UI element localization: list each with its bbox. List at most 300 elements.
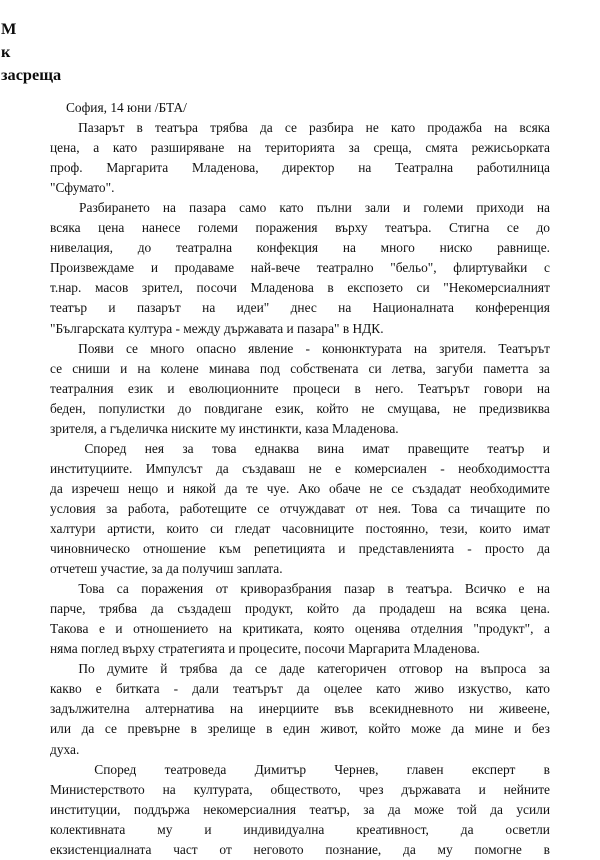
word: отчуждават <box>279 500 346 516</box>
word: един <box>283 721 310 737</box>
word: днес <box>290 300 317 316</box>
word: криворазбрания <box>240 581 332 597</box>
word: живеене, <box>498 701 550 717</box>
paragraph-1 <box>50 118 550 198</box>
word: в <box>266 721 273 737</box>
paragraph-2 <box>50 198 550 338</box>
word: индивидуална <box>243 821 325 837</box>
word: т.нар. <box>50 280 82 296</box>
word: който <box>316 400 349 416</box>
word: може <box>414 801 444 817</box>
paragraph-line <box>50 138 550 158</box>
word: явление <box>248 340 294 356</box>
word: и <box>514 721 522 737</box>
word: работещите <box>179 500 247 516</box>
word: всяка <box>50 220 81 236</box>
word: към <box>218 541 241 557</box>
word: нея. <box>378 500 402 516</box>
paragraph-3 <box>50 339 550 439</box>
word: театъра. <box>406 581 453 597</box>
word: продадеш <box>379 601 436 617</box>
word: помогне <box>474 841 522 857</box>
word: му <box>157 821 173 837</box>
word: Министерството <box>50 781 145 797</box>
word: Театърът <box>417 380 470 396</box>
word: правещите <box>407 440 469 456</box>
word: на <box>536 581 550 597</box>
word: какво <box>50 681 82 697</box>
word: познание, <box>325 841 382 857</box>
word: в <box>190 721 197 737</box>
word: за <box>538 360 550 376</box>
word: смята <box>425 140 458 156</box>
word: като <box>112 140 138 156</box>
word: популистки <box>98 400 165 416</box>
word: собствената <box>290 360 359 376</box>
word: на <box>494 120 508 136</box>
word: опасно <box>196 340 237 356</box>
paragraph-line <box>50 760 550 780</box>
word: среща, <box>373 140 412 156</box>
word: да <box>81 721 95 737</box>
word: Разбирането <box>79 200 150 216</box>
word: По <box>78 661 95 677</box>
word: и <box>542 440 550 456</box>
word: да <box>403 841 416 857</box>
paragraph-line <box>50 298 550 318</box>
word: живо <box>414 681 444 697</box>
word: на <box>238 140 252 156</box>
word: цена, <box>50 140 80 156</box>
word: държавата <box>401 781 461 797</box>
word: поражения <box>141 581 204 597</box>
word: които <box>479 520 512 536</box>
word: да <box>229 661 243 677</box>
word: нещо <box>128 480 159 496</box>
word: на <box>137 360 151 376</box>
word: нея <box>144 440 165 456</box>
word: театър, <box>309 801 350 817</box>
word: експерт <box>471 761 516 777</box>
word: от <box>215 581 228 597</box>
word: територията <box>264 140 335 156</box>
headline-line-3 <box>1 63 598 86</box>
paragraph-line <box>50 519 550 539</box>
word: не <box>365 120 379 136</box>
word: за <box>106 500 118 516</box>
word: Пазарът <box>78 120 125 136</box>
word: на <box>218 621 232 637</box>
word: и <box>108 300 116 316</box>
word: театроведа <box>164 761 227 777</box>
word: се <box>50 360 63 376</box>
word: много <box>150 340 185 356</box>
paragraph-line <box>50 619 550 639</box>
word: гледат <box>234 520 271 536</box>
word: необходимите <box>469 480 550 496</box>
word: без <box>531 721 550 737</box>
word: чиновническо <box>50 541 130 557</box>
word: трябва <box>179 661 218 677</box>
word: всяка <box>519 120 550 136</box>
word: Според <box>84 440 127 456</box>
word: "продукт", <box>473 621 534 637</box>
paragraph-line <box>50 479 550 499</box>
word: пазарът <box>136 300 181 316</box>
word: конференция <box>475 300 550 316</box>
word: като <box>390 120 416 136</box>
paragraph-line <box>50 198 550 218</box>
word: създадат <box>412 480 462 496</box>
word: от <box>219 841 232 857</box>
word: обаче <box>329 480 361 496</box>
word: до <box>177 400 192 416</box>
article-body <box>50 98 550 860</box>
word: и <box>150 260 158 276</box>
word: продажба <box>427 120 483 136</box>
word: беден, <box>50 400 86 416</box>
word: за <box>1 65 16 85</box>
paragraph-line <box>50 118 550 138</box>
word: е <box>95 681 102 697</box>
paragraph-line <box>50 158 550 178</box>
word: екзистенциалната <box>50 841 152 857</box>
word: отношение <box>143 541 206 557</box>
word: поражения <box>255 220 318 236</box>
word: вина <box>317 440 345 456</box>
word: на <box>536 380 550 396</box>
word: Националната <box>372 300 454 316</box>
word: само <box>239 200 267 216</box>
word: на <box>342 240 356 256</box>
word: и <box>166 480 175 496</box>
word: той <box>457 801 477 817</box>
word: часовниците <box>281 520 355 536</box>
paragraph-line <box>50 278 550 298</box>
paragraph-line: отчетеш участие, за да получиш заплата. <box>50 561 283 577</box>
word: и <box>115 621 123 637</box>
word: директор <box>282 160 335 176</box>
word: Импулсът <box>145 460 203 476</box>
word: продукт, <box>244 601 294 617</box>
word: идеи" <box>236 300 270 316</box>
word: да <box>296 681 310 697</box>
word: работилница <box>476 160 550 176</box>
word: да <box>451 721 465 737</box>
word: продаваме <box>174 260 235 276</box>
word: всяка <box>475 601 507 617</box>
word: в <box>327 280 334 296</box>
word: к <box>1 42 11 62</box>
word: категоричен <box>317 661 387 677</box>
word: с <box>543 260 550 276</box>
paragraph-line <box>50 780 550 800</box>
word: театрална <box>175 240 233 256</box>
word: експозето <box>347 280 403 296</box>
word: халтури <box>50 520 96 536</box>
word: в <box>387 581 394 597</box>
word: превърне <box>127 721 181 737</box>
word: повдигане <box>204 400 263 416</box>
headline-line-2 <box>1 40 598 63</box>
word: изречеш <box>71 480 120 496</box>
word: процеси <box>292 380 341 396</box>
word: върху <box>335 220 368 236</box>
word: летва, <box>391 360 426 376</box>
word: Театърът <box>498 340 550 356</box>
word: среща <box>15 65 62 85</box>
word: големи <box>198 220 238 236</box>
word: нанесе <box>141 220 181 236</box>
word: който <box>368 721 401 737</box>
word: трябва <box>99 601 138 617</box>
paragraph-line <box>50 459 550 479</box>
paragraph-line <box>50 679 550 699</box>
word: се <box>104 721 117 737</box>
word: са <box>448 500 461 516</box>
word: под <box>259 360 281 376</box>
word: театъра <box>154 120 198 136</box>
paragraph-7 <box>50 760 550 860</box>
word: Това <box>78 581 105 597</box>
paragraph-line <box>50 599 550 619</box>
word: големи <box>423 200 464 216</box>
word: критиката, <box>242 621 304 637</box>
word: въпроса <box>480 661 527 677</box>
word: инерциите <box>258 701 319 717</box>
word: условия <box>50 500 96 516</box>
word: Всичко <box>464 581 507 597</box>
word: М <box>1 18 17 38</box>
word: може <box>411 721 441 737</box>
word: език, <box>275 400 304 416</box>
word: чрез <box>358 781 384 797</box>
word: да <box>215 460 229 476</box>
paragraph-line <box>50 719 550 739</box>
word: се <box>391 480 404 496</box>
word: нейните <box>503 781 550 797</box>
word: минава <box>208 360 250 376</box>
word: поддържа <box>133 801 190 817</box>
word: паметта <box>483 360 529 376</box>
word: не <box>369 480 383 496</box>
word: на <box>536 200 550 216</box>
word: и <box>403 200 411 216</box>
word: си <box>210 520 224 536</box>
word: да <box>460 821 474 837</box>
word: даде <box>279 661 305 677</box>
word: да <box>224 480 238 496</box>
paragraph-line: "Българската култура - между държавата и пазара" в НДК. <box>50 320 384 336</box>
word: нивелация, <box>50 240 113 256</box>
word: репетицията <box>253 541 326 557</box>
word: си <box>416 280 430 296</box>
word: оценява <box>354 621 401 637</box>
word: Димитър <box>254 761 307 777</box>
word: театралния <box>50 380 114 396</box>
word: чуе. <box>266 480 290 496</box>
word: флиртувайки <box>453 260 528 276</box>
word: пълни <box>316 200 352 216</box>
paragraph-line <box>50 399 550 419</box>
word: част <box>173 841 198 857</box>
word: зали <box>364 200 391 216</box>
word: на <box>455 661 469 677</box>
word: като <box>279 200 304 216</box>
word: за <box>348 140 360 156</box>
paragraph-line <box>50 659 550 679</box>
word: във <box>334 701 354 717</box>
word: парче, <box>50 601 86 617</box>
word: на <box>162 781 176 797</box>
word: смущава, <box>387 400 441 416</box>
paragraph-line <box>50 339 550 359</box>
word: на <box>358 160 372 176</box>
word: изкуство, <box>458 681 512 697</box>
word: да <box>50 480 63 496</box>
word: цена <box>98 220 125 236</box>
word: културата, <box>193 781 253 797</box>
paragraph-line <box>50 218 550 238</box>
word: битката <box>115 681 160 697</box>
word: в <box>543 841 550 857</box>
word: осветли <box>505 821 550 837</box>
paragraph-line <box>50 439 550 459</box>
word: разширяване <box>150 140 225 156</box>
word: до <box>137 240 152 256</box>
word: колене <box>160 360 199 376</box>
word: сниши <box>72 360 110 376</box>
paragraph-line: духа. <box>50 741 80 757</box>
word: отговор <box>398 661 443 677</box>
word: равнище. <box>497 240 550 256</box>
word: театър <box>487 440 525 456</box>
word: да <box>259 120 273 136</box>
paragraph-line <box>50 840 550 860</box>
word: неговото <box>253 841 304 857</box>
paragraph-line <box>50 820 550 840</box>
word: отношението <box>133 621 209 637</box>
word: институциите. <box>50 460 133 476</box>
word: ни <box>469 701 484 717</box>
paragraph-line <box>50 379 550 399</box>
word: конюнктурата <box>322 340 402 356</box>
word: предизвиква <box>478 400 550 416</box>
word: обществото, <box>270 781 341 797</box>
word: зрелище <box>207 721 256 737</box>
word: зрител, <box>141 280 183 296</box>
word: "бельо", <box>390 260 437 276</box>
word: просто <box>484 541 525 557</box>
word: много <box>380 240 415 256</box>
word: на <box>413 340 428 356</box>
word: се <box>254 661 267 677</box>
word: не <box>361 400 375 416</box>
paragraph-line <box>50 359 550 379</box>
word: е <box>98 621 105 637</box>
word: на <box>229 701 244 717</box>
word: е <box>335 460 342 476</box>
word: говори <box>483 380 523 396</box>
word: да <box>387 801 401 817</box>
word: Маргарита <box>106 160 169 176</box>
word: дали <box>192 681 219 697</box>
word: а <box>93 140 100 156</box>
word: и <box>120 360 128 376</box>
word: Това <box>411 500 438 516</box>
word: масов <box>94 280 129 296</box>
word: - <box>305 340 310 356</box>
paragraph-line <box>50 579 550 599</box>
word: някой <box>182 480 216 496</box>
word: за <box>363 801 375 817</box>
dateline <box>50 98 550 118</box>
word: оцелее <box>323 681 363 697</box>
paragraph-line <box>50 539 550 559</box>
word: мине <box>474 721 504 737</box>
word: Стигна <box>448 220 490 236</box>
word: имат <box>522 520 550 536</box>
paragraph-line <box>50 499 550 519</box>
word: Такова <box>50 621 89 637</box>
word: колективната <box>50 821 126 837</box>
word: му <box>437 841 453 857</box>
word: разбира <box>309 120 354 136</box>
word: пазар <box>343 581 375 597</box>
word: тези, <box>439 520 468 536</box>
word: представленията <box>358 541 455 557</box>
word: не <box>452 400 467 416</box>
word: - <box>440 460 445 476</box>
word: него. <box>375 380 404 396</box>
word: от <box>355 500 368 516</box>
word: всекидневното <box>369 701 454 717</box>
word: който <box>306 601 339 617</box>
word: те <box>246 480 258 496</box>
word: които <box>166 520 199 536</box>
dateline-text: София, 14 юни /БТА/ <box>66 100 187 115</box>
word: да <box>352 601 366 617</box>
paragraph-line <box>50 800 550 820</box>
word: креативност, <box>356 821 429 837</box>
word: за <box>182 440 194 456</box>
word: и <box>478 781 486 797</box>
word: комерсиален <box>354 460 427 476</box>
word: алтернатива <box>145 701 215 717</box>
paragraph-line: зрителя, а гъделичка ниските му инстинкти, каза Младенова. <box>50 420 399 436</box>
word: Чернев, <box>334 761 379 777</box>
word: необходимостта <box>458 460 550 476</box>
word: живот, <box>320 721 358 737</box>
word: й <box>160 661 168 677</box>
word: режисьорката <box>471 140 550 156</box>
word: артисти, <box>107 520 155 536</box>
word: в <box>543 761 550 777</box>
word: Младенова, <box>192 160 259 176</box>
word: проф. <box>50 160 83 176</box>
word: Младенова <box>250 280 314 296</box>
word: създадеш <box>177 601 232 617</box>
word: се <box>284 120 297 136</box>
word: приходи <box>476 200 524 216</box>
word: еволюционните <box>188 380 279 396</box>
word: Театрална <box>395 160 454 176</box>
word: на <box>162 200 176 216</box>
paragraph-line <box>50 699 550 719</box>
word: еднаква <box>254 440 300 456</box>
word: се <box>257 500 270 516</box>
word: език <box>127 380 153 396</box>
